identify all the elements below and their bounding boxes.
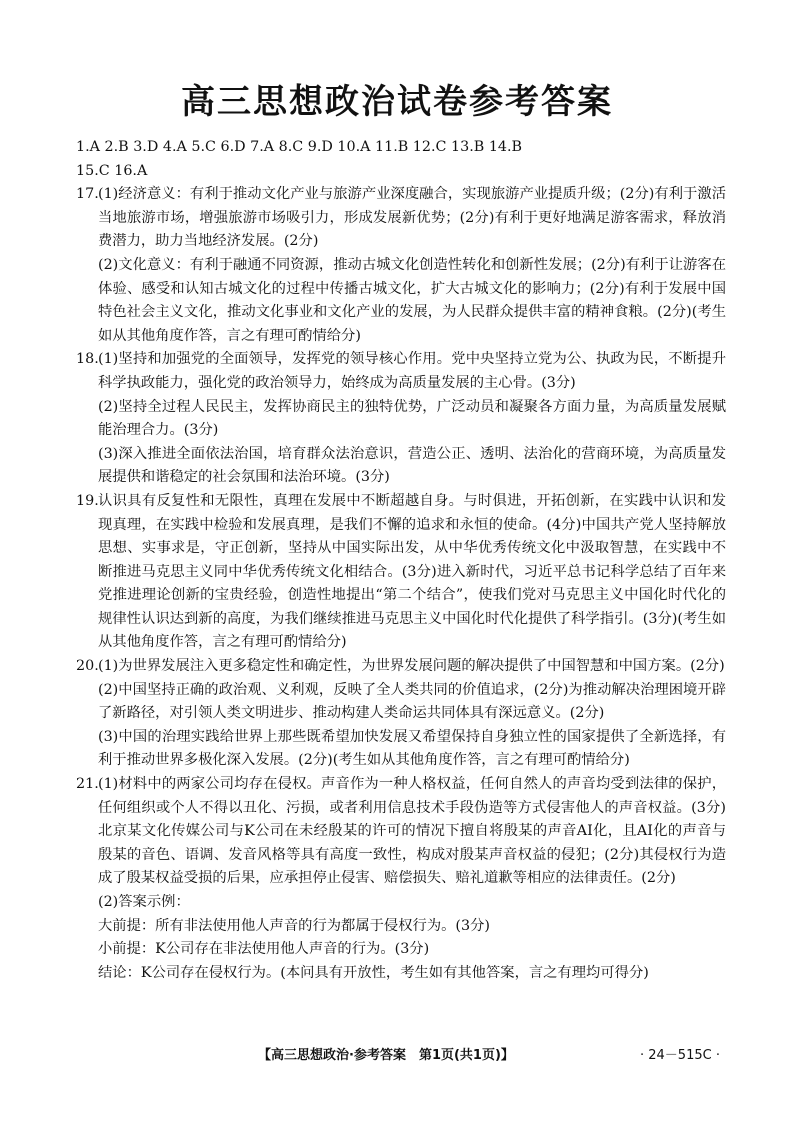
answer-body — [76, 136, 726, 985]
question-20-part-3: (3)中国的治理实践给世界上那些既希望加快发展又希望保持自身独立性的国家提供了全新选择，有利于推动世界多极化深入发展。(2分)(考生如从其他角度作答，言之有理可酌情给分) — [98, 728, 726, 769]
question-21 — [76, 773, 726, 985]
question-20-part-2: (2)中国坚持正确的政治观、义利观，反映了全人类共同的价值追求，(2分)为推动解决治理困境开辟了新路径，对引领人类文明进步、推动构建人类命运共同体具有深远意义。(2分) — [98, 681, 726, 722]
question-19-answer: 认识具有反复性和无限性，真理在发展中不断超越自身。与时俱进，开拓创新，在实践中认识和发现真理，在实践中检验和发展真理，是我们不懈的追求和永恒的使命。(4分)中国共产党人坚持解放思想、实事求是，守正创新，坚持从中国实际出发，从中华优秀传统文化中汲取智慧，在实践中不断推进马克思主义同中华优秀传统文化相结合。(3分)进入新时代，习近平总书记科学总结了百年来党推进理论创新的宝贵经验，创造性地提出“第二个结合”，使我们党对马克思主义中国化时代化的规律性认识达到新的高度，为我们继续推进马克思主义中国化时代化提供了科学指引。(3分)(考生如从其他角度作答，言之有理可酌情给分) — [98, 492, 726, 651]
question-17-part-1: (1)经济意义：有利于推动文化产业与旅游产业深度融合，实现旅游产业提质升级；(2分)有利于激活当地旅游市场，增强旅游市场吸引力，形成发展新优势；(2分)有利于更好地满足游客需求，释放消费潜力，助力当地经济发展。(2分) — [98, 186, 726, 250]
question-18-number: 18. — [76, 351, 99, 368]
mcq-answers-line-2: 15.C 16.A — [76, 162, 148, 179]
question-20-part-1: (1)为世界发展注入更多稳定性和确定性，为世界发展问题的解决提供了中国智慧和中国方案。(2分) — [98, 658, 725, 675]
question-20 — [76, 655, 726, 773]
question-17-part-2: (2)文化意义：有利于融通不同资源，推动古城文化创造性转化和创新性发展；(2分)有利于让游客在体验、感受和认知古城文化的过程中传播古城文化，扩大古城文化的影响力；(2分)有利于发展中国特色社会主义文化，推动文化事业和文化产业的发展，为人民群众提供丰富的精神食粮。(2分)(考生如从其他角度作答，言之有理可酌情给分) — [98, 256, 726, 344]
question-20-number: 20. — [76, 658, 99, 675]
question-21-minor-premise: 小前提：K公司存在非法使用他人声音的行为。(3分) — [98, 941, 430, 958]
question-19-number: 19. — [76, 492, 99, 509]
footer-label: 【高三思想政治·参考答案 第1页(共1页)】 — [258, 1048, 514, 1063]
question-21-number: 21. — [76, 776, 99, 793]
question-21-part-1: (1)材料中的两家公司均存在侵权。声音作为一种人格权益，任何自然人的声音均受到法律的保护，任何组织或个人不得以丑化、污损，或者利用信息技术手段伪造等方式侵害他人的声音权益。(3分)北京某文化传媒公司与K公司在未经殷某的许可的情况下擅自将殷某的声音AI化，且AI化的声音与殷某的音色、语调、发音风格等具有高度一致性，构成对殷某声音权益的侵犯；(2分)其侵权行为造成了殷某权益受损的后果，应承担停止侵害、赔偿损失、赔礼道歉等相应的法律责任。(2分) — [98, 776, 726, 887]
question-17-number: 17. — [76, 186, 99, 203]
question-19 — [76, 490, 726, 655]
mcq-answers-line-1: 1.A 2.B 3.D 4.A 5.C 6.D 7.A 8.C 9.D 10.A 11.B 12.C 13.B 14.B — [76, 139, 523, 155]
question-21-conclusion: 结论：K公司存在侵权行为。(本问具有开放性，考生如有其他答案，言之有理均可得分) — [98, 964, 649, 981]
footer-code: · 24－515C · — [640, 1048, 720, 1063]
page-title: 高三思想政治试卷参考答案 — [181, 82, 613, 122]
question-18 — [76, 348, 726, 490]
question-18-part-1: (1)坚持和加强党的全面领导，发挥党的领导核心作用。党中央坚持立党为公、执政为民，不断提升科学执政能力，强化党的政治领导力，始终成为高质量发展的主心骨。(3分) — [98, 351, 726, 391]
question-18-part-2: (2)坚持全过程人民民主，发挥协商民主的独特优势，广泛动员和凝聚各方面力量，为高质量发展赋能治理合力。(3分) — [98, 398, 726, 439]
question-18-part-3: (3)深入推进全面依法治国，培育群众法治意识，营造公正、透明、法治化的营商环境，为高质量发展提供和谐稳定的社会氛围和法治环境。(3分) — [98, 445, 726, 486]
question-17 — [76, 183, 726, 348]
question-21-major-premise: 大前提：所有非法使用他人声音的行为都属于侵权行为。(3分) — [98, 917, 490, 934]
question-21-part-2: (2)答案示例： — [98, 894, 190, 910]
